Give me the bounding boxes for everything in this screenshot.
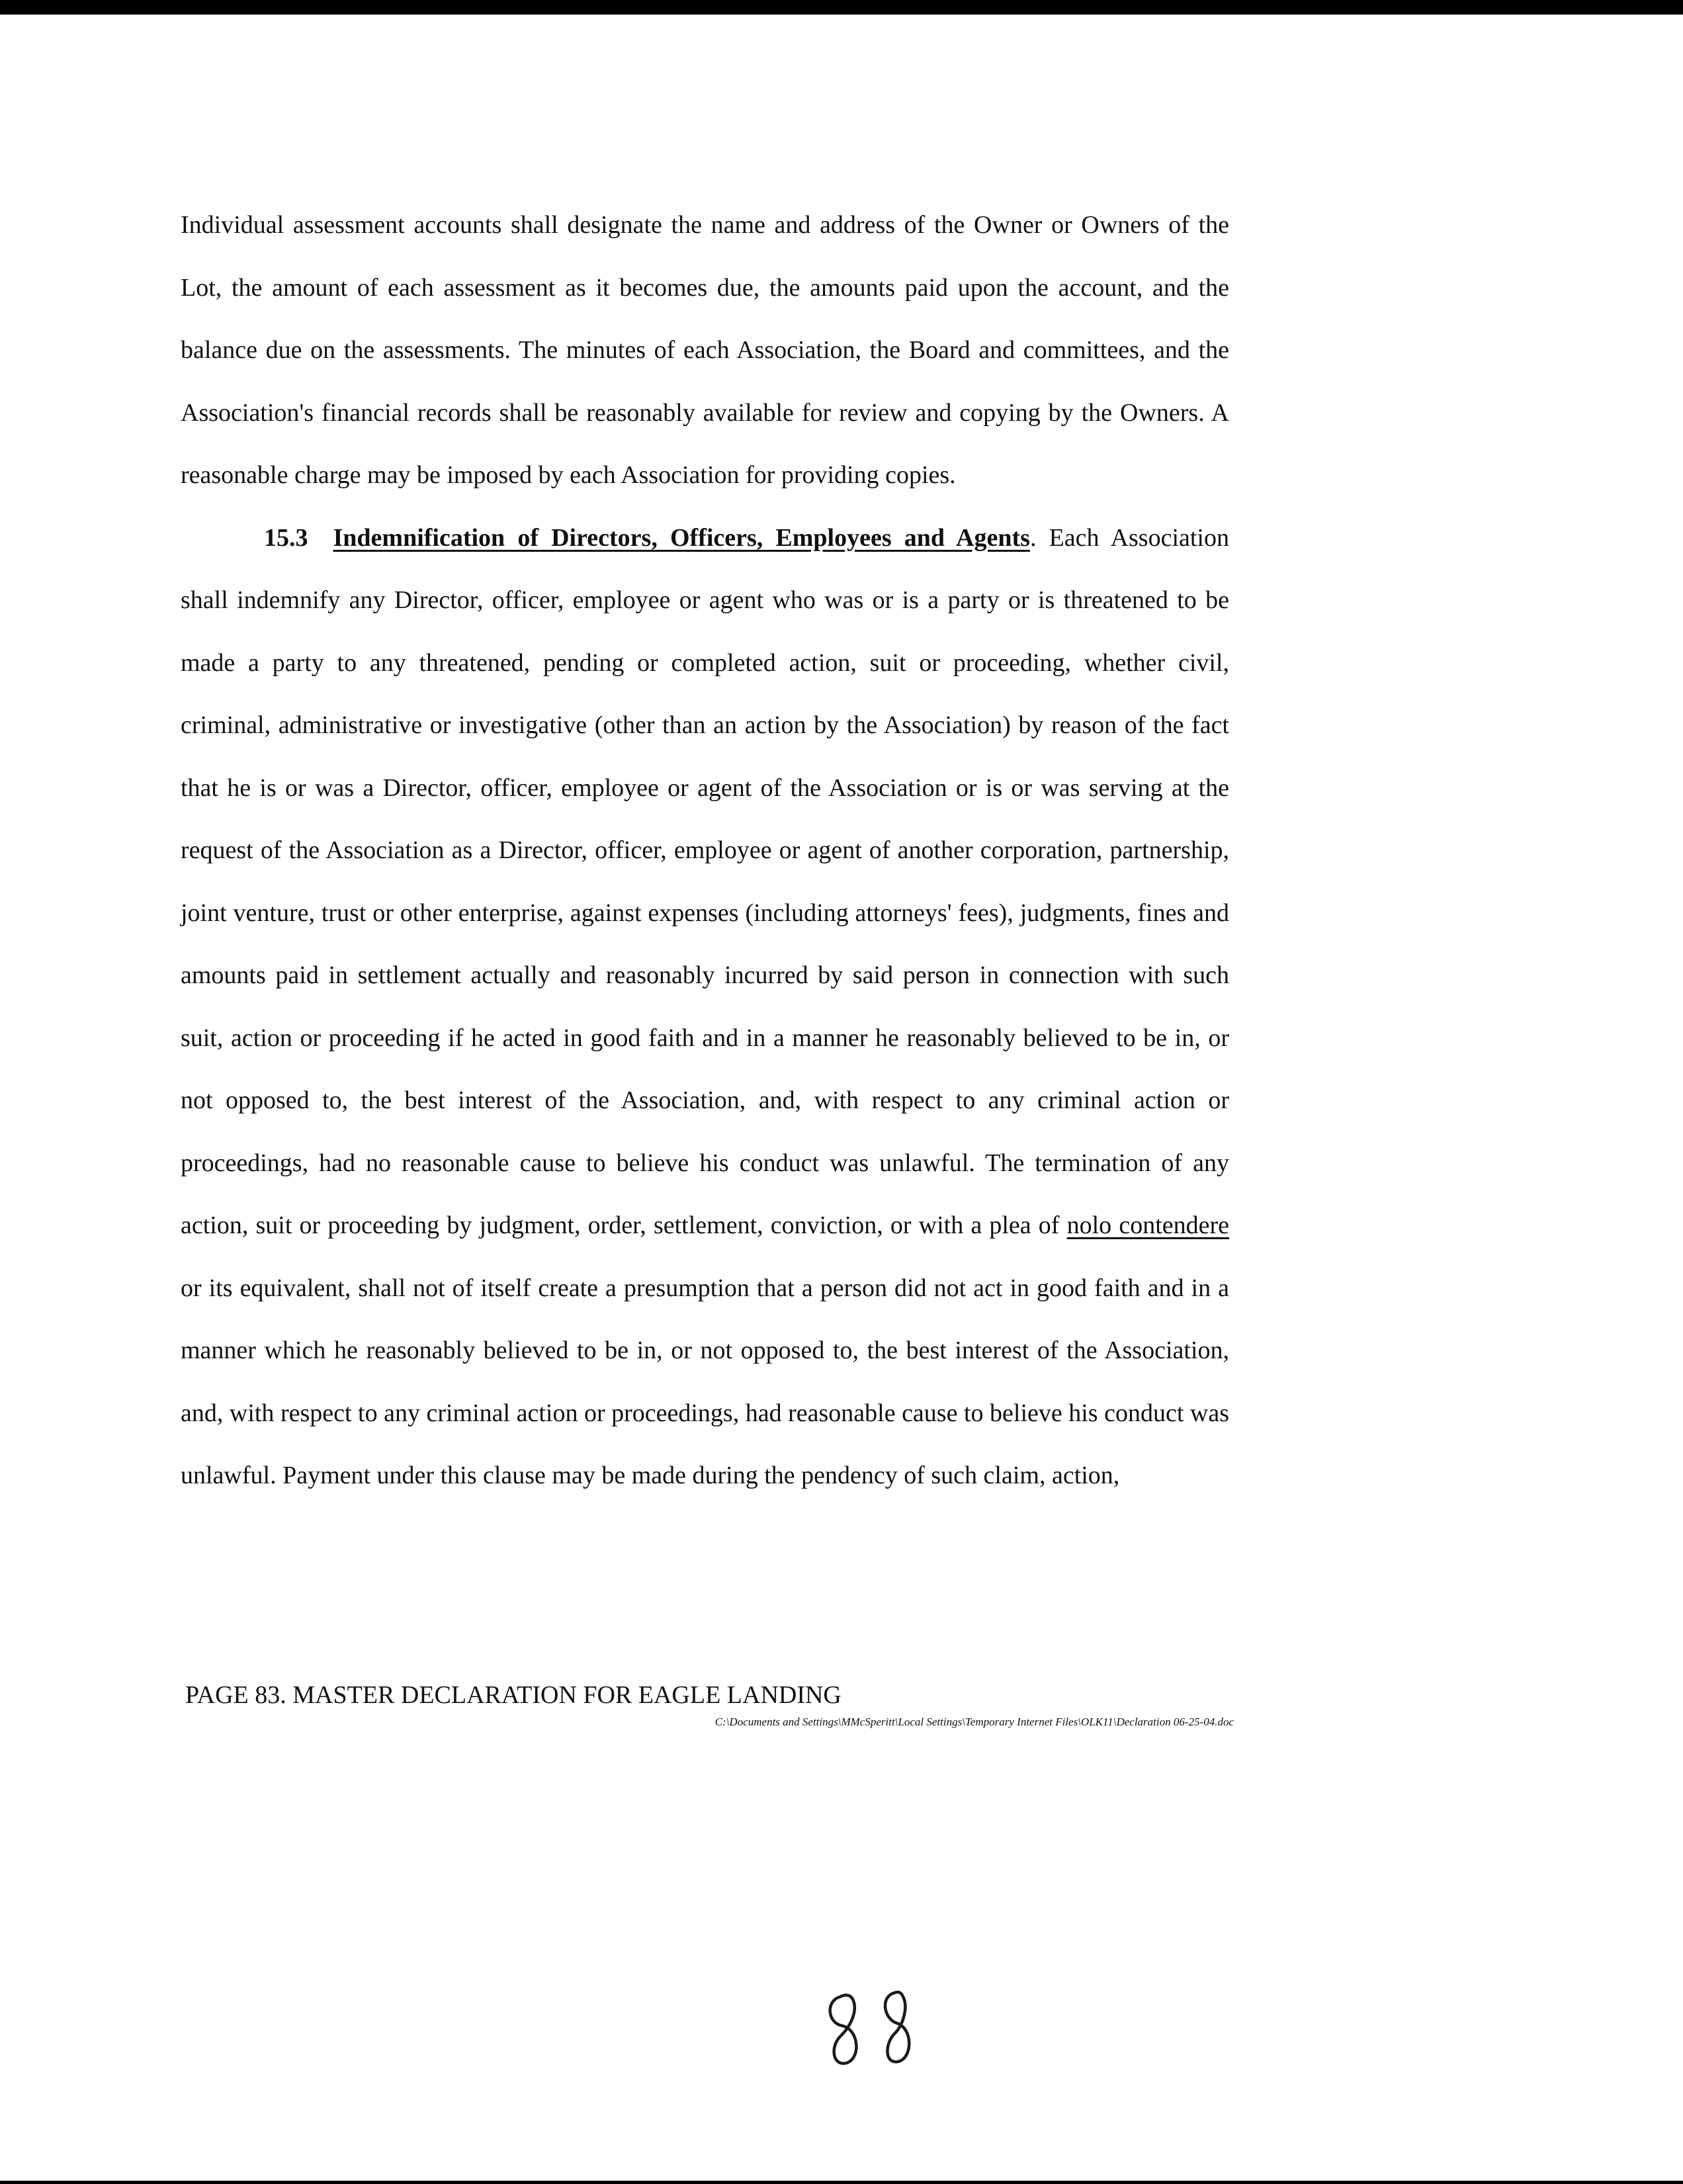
section-number: 15.3 — [264, 523, 308, 552]
footer-page-title: PAGE 83. MASTER DECLARATION FOR EAGLE LANDING — [185, 1681, 842, 1709]
section-title-period: . — [1029, 523, 1037, 552]
scan-top-edge — [0, 0, 1683, 15]
footer-file-path: C:\Documents and Settings\MMcSperitt\Local Settings\Temporary Internet Files\OLK11\Declaration 06-25-04.doc — [714, 1716, 1234, 1728]
handwritten-page-number — [820, 1985, 926, 2077]
section-text-part-1: Each Association shall indemnify any Director, officer, employee or agent who was or is a party or is threatened to be made a party to any threatened, pending or completed action, suit or proceeding, whether civil, criminal, administrative or investigative (other than an action by the Association) by reason of the fact that he is or was a Director, officer, employee or agent of the Association or is or was serving at the request of the Association as a Director, officer, employee or agent of another corporation, partnership, joint venture, trust or other enterprise, against expenses (including attorneys' fees), judgments, fines and amounts paid in settlement actually and reasonably incurred by said person in connection with such suit, action or proceeding if he acted in good faith and in a manner he reasonably believed to be in, or not opposed to, the best interest of the Association, and, with respect to any criminal action or proceedings, had no reasonable cause to believe his conduct was unlawful. The termination of any action, suit or proceeding by judgment, order, settlement, conviction, or with a plea of — [181, 523, 1229, 1239]
document-body — [181, 194, 1229, 1507]
scan-bottom-edge — [0, 2181, 1683, 2184]
section-title: Indemnification of Directors, Officers, Employees and Agents — [333, 523, 1030, 552]
section-15-3-paragraph — [181, 507, 1229, 1507]
section-text-part-2: or its equivalent, shall not of itself create a presumption that a person did not act in good faith and in a manner which he reasonably believed to be in, or not opposed to, the best interest of the Association, and, with respect to any criminal action or proceedings, had reasonable cause to believe his conduct was unlawful. Payment under this clause may be made during the pendency of such claim, action, — [181, 1274, 1229, 1489]
latin-term-nolo-contendere: nolo contendere — [1066, 1211, 1230, 1239]
paragraph-assessment-accounts: Individual assessment accounts shall designate the name and address of the Owner or Owners of the Lot, the amount of each assessment as it becomes due, the amounts paid upon the account, and the balance due on the assessments. The minutes of each Association, the Board and committees, and the Association's financial records shall be reasonably available for review and copying by the Owners. A reasonable charge may be imposed by each Association for providing copies. — [181, 211, 1229, 489]
